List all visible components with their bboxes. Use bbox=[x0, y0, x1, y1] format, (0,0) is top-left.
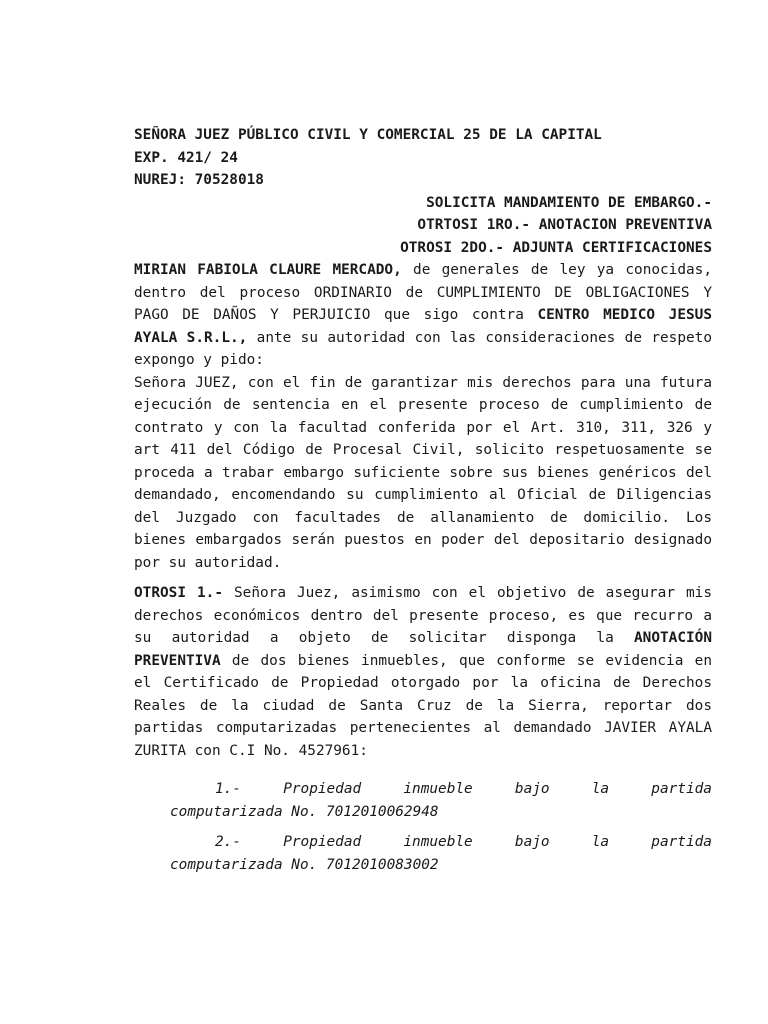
sumilla-line-2: OTRTOSI 1RO.- ANOTACION PREVENTIVA bbox=[417, 217, 712, 233]
sumilla-line-3: OTROSI 2DO.- ADJUNTA CERTIFICACIONES bbox=[400, 239, 712, 256]
main-request-paragraph: Señora JUEZ, con el fin de garantizar mis derechos para una futura ejecución de sentencia en el presente proceso de cumplimiento de contrato y con la facultad conferida por el Art. 310, 311, 326 y art 411 del Código de Procesal Civil, solicito respetuosamente se proceda a trabar embargo suficiente sobre sus bienes genéricos del demandado, encomendando su cumplimiento al Oficial de Diligencias del Juzgado con facultades de allanamiento de domicilio. Los bienes embargados serán puestos en poder del depositario designado por su autoridad. bbox=[134, 374, 712, 571]
otrosi-1-label: OTROSI 1.- bbox=[134, 585, 223, 601]
item-word: partida bbox=[651, 834, 712, 850]
intro-text-1: de generales de ley ya conocidas, dentro del proceso ORDINARIO de CUMPLIMIENTO DE OBLIGACIONES Y PAGO DE DAÑOS Y PERJUICIO que sigo contra bbox=[134, 262, 713, 323]
item-word: Propiedad bbox=[283, 834, 362, 850]
otrosi-1-text-1: Señora Juez, asimismo con el objetivo de asegurar mis derechos económicos dentro del presente proceso, es que recurro a su autoridad a objeto de solicitar disponga la bbox=[134, 585, 713, 646]
item-word: bajo bbox=[514, 834, 550, 850]
otrosi-1-paragraph bbox=[134, 582, 712, 762]
item-word: partida bbox=[651, 781, 712, 797]
item-registry-number: computarizada No. 7012010062948 bbox=[170, 803, 439, 820]
item-number: 2.- bbox=[215, 834, 241, 850]
otrosi-1-text-2: de dos bienes inmuebles, que conforme se evidencia en el Certificado de Propiedad otorgado por la oficina de Derechos Reales de la ciudad de Santa Cruz de la Sierra, reportar dos partidas computarizadas pertenecientes al demandado JAVIER AYALA ZURITA con C.I No. 4527961: bbox=[134, 652, 712, 759]
intro-text-2: ante su autoridad con las consideraciones de respeto expongo y pido: bbox=[134, 329, 713, 368]
property-item-1 bbox=[170, 778, 712, 823]
item-word: inmueble bbox=[403, 834, 473, 850]
property-item-2 bbox=[170, 831, 712, 876]
anotacion-preventiva-highlight: ANOTACIÓN PREVENTIVA bbox=[134, 630, 712, 669]
document-page bbox=[134, 124, 712, 876]
item-word: bajo bbox=[514, 781, 550, 797]
item-word: la bbox=[591, 834, 610, 850]
intro-paragraph bbox=[134, 259, 712, 372]
item-registry-number: computarizada No. 7012010083002 bbox=[170, 856, 439, 873]
item-word: Propiedad bbox=[283, 781, 362, 797]
case-number: EXP. 421/ 24 bbox=[134, 149, 238, 166]
item-word: inmueble bbox=[403, 781, 473, 797]
nurej-number: NUREJ: 70528018 bbox=[134, 172, 264, 188]
court-heading: SEÑORA JUEZ PÚBLICO CIVIL Y COMERCIAL 25 DE LA CAPITAL bbox=[134, 127, 602, 143]
sumilla-line-1: SOLICITA MANDAMIENTO DE EMBARGO.- bbox=[426, 194, 712, 211]
item-word: la bbox=[591, 781, 610, 797]
plaintiff-name: MIRIAN FABIOLA CLAURE MERCADO, bbox=[134, 262, 402, 278]
defendant-name: CENTRO MEDICO JESUS AYALA S.R.L., bbox=[134, 307, 712, 346]
item-number: 1.- bbox=[215, 781, 241, 797]
